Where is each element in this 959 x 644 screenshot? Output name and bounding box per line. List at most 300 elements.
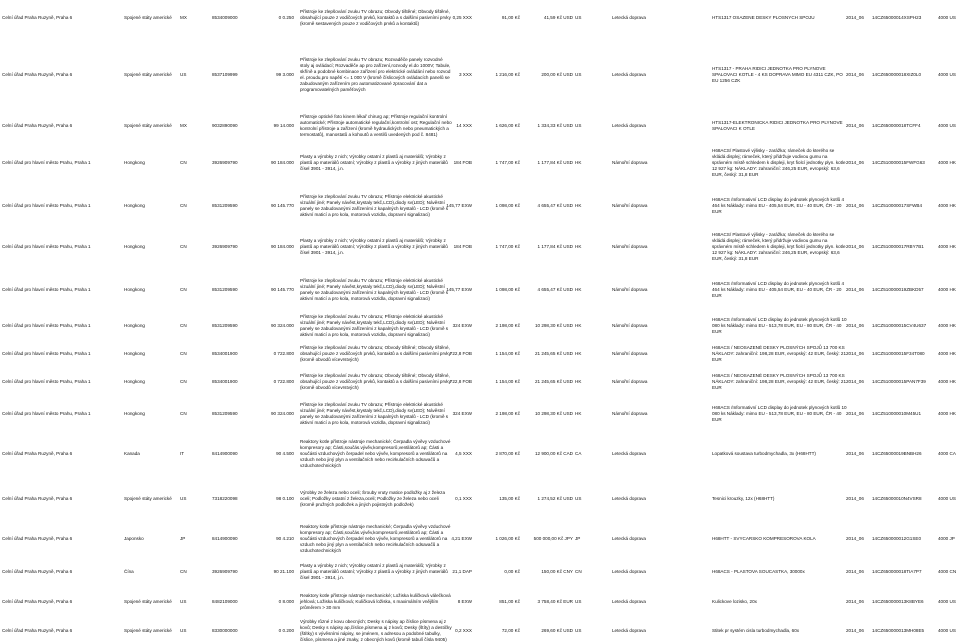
commodity-code-cell [212, 226, 256, 268]
origin-country-text: Spojené státy americké [124, 599, 172, 604]
country-code-cell [180, 268, 200, 312]
table-row [0, 40, 959, 110]
commodity-code-cell [212, 186, 256, 226]
goods-description-cell [300, 478, 452, 520]
invoice-amount-cell [527, 520, 573, 558]
table-row [0, 226, 959, 268]
commodity-code-cell [212, 478, 256, 520]
goods-description-cell [300, 111, 452, 141]
invoice-amount-text: 1 177,84 Kč USD [537, 244, 573, 249]
procedure-code-cell [938, 340, 959, 368]
period-text: 2014_06 [846, 15, 864, 20]
invoice-amount-cell [527, 478, 573, 520]
commodity-code-text: 8534001900 [212, 379, 238, 384]
commodity-code-cell [212, 558, 256, 586]
procedure-code-cell [938, 312, 959, 340]
transport-mode-cell [612, 0, 678, 36]
commodity-code-cell [212, 40, 256, 110]
table-row [0, 618, 959, 644]
country-code-cell [180, 142, 200, 184]
goods-note-text: H68ACS / NEOSAZENÉ DESKY PLOSNÝCH SPOJŮ 13 700 KS NÁKLADY: zahraniční: 198,28 EUR, evropský: 42 EUR, český: 21 EUR [712, 345, 847, 362]
origin-country-text: Hongkong [124, 411, 145, 416]
goods-description-cell [300, 432, 452, 476]
period-text: 2014_06 [846, 244, 864, 249]
declaration-ref-text: 14CZ510000015FWFG63 [872, 160, 925, 165]
country-code-text: CN [180, 351, 187, 356]
invoice-amount-cell [527, 111, 573, 141]
commodity-code-text: 8414900090 [212, 451, 238, 456]
goods-note-text: H68ACS /Informativní LCD display do jednotek plynových kotlů 10 080 ks Náklady: mimo EU - 513,78 EUR, EU - 80 EUR, ČR - 40 EUR [712, 317, 847, 334]
country-code-text: CN [180, 379, 187, 384]
goods-note-cell [712, 368, 848, 396]
statistical-value-text: 1 098,00 Kč [495, 203, 520, 208]
goods-description-text: Přístroje ke zlepšování zvuku TV obrazu; Přístroje elektrické akustické vizuální jiné; Panely návěst,krystaly tekč,LCD),diody sv(LED); Návěstní panely se zabudovanými zařízeními z kapalných krystalů - LCD (kromě s aktivní maticí a pro kola, motorová vozidla, dopravní signalizaci) [300, 194, 449, 217]
statistical-value-cell [478, 586, 520, 618]
customs-office-cell [2, 618, 120, 644]
invoice-amount-text: 41,59 Kč USD [543, 15, 573, 20]
customs-office-cell [2, 142, 120, 184]
country-code-cell [180, 226, 200, 268]
statistical-value-cell [478, 186, 520, 226]
currency-country-text: HK [575, 244, 582, 249]
country-code-cell [180, 0, 200, 36]
transport-mode-cell [612, 520, 678, 558]
table-row [0, 312, 959, 340]
period-text: 2014_06 [846, 628, 864, 633]
period-text: 2014_06 [846, 123, 864, 128]
currency-country-cell [575, 312, 595, 340]
customs-office-text: Celní úřad Praha Ruzyně, Praha 6 [2, 628, 73, 633]
quantity-cell [447, 340, 472, 368]
period-cell [846, 111, 871, 141]
period-text: 2014_06 [846, 203, 864, 208]
net-mass-cell [255, 40, 294, 110]
customs-office-cell [2, 586, 120, 618]
period-text: 2014_06 [846, 451, 864, 456]
period-cell [846, 186, 871, 226]
customs-office-text: Celní úřad pro hlavní město Prahu, Praha 1 [2, 244, 91, 249]
goods-note-text: Stitek pr systém cisla turbodmychadla, 60x [712, 628, 800, 633]
origin-country-text: Spojené státy americké [124, 15, 172, 20]
invoice-amount-cell [527, 432, 573, 476]
commodity-code-cell [212, 432, 256, 476]
customs-office-cell [2, 268, 120, 312]
net-mass-text: 90 4.210 [276, 536, 294, 541]
invoice-amount-cell [527, 186, 573, 226]
transport-mode-text: Letecká doprava [612, 123, 646, 128]
transport-mode-cell [612, 618, 678, 644]
transport-mode-cell [612, 396, 678, 432]
declaration-ref-cell [872, 520, 938, 558]
declaration-ref-cell [872, 432, 938, 476]
declaration-ref-cell [872, 0, 938, 36]
declaration-ref-text: 14CZ650000013MH08E5 [872, 628, 925, 633]
currency-country-text: JP [575, 536, 581, 541]
invoice-amount-text: 4 655,47 Kč USD [537, 287, 573, 292]
procedure-code-text: 4000 US [938, 123, 956, 128]
transport-mode-cell [612, 368, 678, 396]
statistical-value-text: 851,00 Kč [499, 599, 520, 604]
statistical-value-cell [478, 396, 520, 432]
transport-mode-text: Námořní doprava [612, 244, 648, 249]
invoice-amount-cell [527, 226, 573, 268]
goods-description-text: Přístroje optické foto kinem lékař chirurg ap; Přístroje regulační kontrolní automatické; Přístroje automatické regulační,kontrolní ost; Regulační nebo kontrolní přístroje a zařízení (kromě hydraulických nebo pneumatických a termostatů), manostatů a kohoutů a ventilů uvedených pod č. 8481) [300, 114, 452, 137]
origin-country-text: Kanada [124, 451, 140, 456]
currency-country-cell [575, 186, 595, 226]
net-mass-cell [255, 368, 294, 396]
commodity-code-text: 8531209590 [212, 287, 238, 292]
invoice-amount-text: 1 177,84 Kč USD [537, 160, 573, 165]
quantity-text: 722,8 FOB [449, 379, 472, 384]
statistical-value-text: 1 747,00 Kč [495, 160, 520, 165]
goods-description-cell [300, 268, 452, 312]
commodity-code-cell [212, 586, 256, 618]
customs-office-cell [2, 558, 120, 586]
procedure-code-text: 4000 HK [938, 160, 956, 165]
country-code-cell [180, 396, 200, 432]
declaration-ref-cell [872, 558, 938, 586]
goods-description-cell [300, 396, 452, 432]
currency-country-cell [575, 111, 595, 141]
procedure-code-cell [938, 432, 959, 476]
statistical-value-text: 1 026,00 Kč [495, 536, 520, 541]
goods-description-cell [300, 558, 452, 586]
statistical-value-text: 1 626,00 Kč [495, 123, 520, 128]
procedure-code-text: 4000 HK [938, 411, 956, 416]
currency-country-cell [575, 142, 595, 184]
quantity-text: 324 EXW [452, 411, 472, 416]
goods-note-text: H68ACS /Informativní LCD display do jednotek plynových kotlů 4 464 ks Náklady: mimo EU - 405,54 EUR, EU - 40 EUR, ČR - 20 EUR [712, 281, 845, 298]
procedure-code-text: 4000 US [938, 72, 956, 77]
commodity-code-text: 3926909790 [212, 569, 238, 574]
goods-description-cell [300, 0, 452, 36]
goods-note-cell [712, 586, 848, 618]
invoice-amount-cell [527, 558, 573, 586]
origin-country-text: Spojené státy americké [124, 628, 172, 633]
goods-note-text: H68ACS/ Plastové výlisky - zarážka; rámeček do kterého se vkládá displej; rámeček, který přidržuje vodivou gumu na správném místě schledem k displeji, kryt fiolcí jednotky plyn. kotle 12 927 kg: NÁKLADY: zahraniční: 246,25 EUR, evropský: 63,6 EUR, český: 31,8 EUR [712, 232, 846, 261]
currency-country-text: HK [575, 411, 582, 416]
procedure-code-text: 4000 HK [938, 351, 956, 356]
net-mass-text: 0 0.200 [278, 628, 294, 633]
goods-note-text: Lopatková soustava turbodmychadla, 3x (H68HTT) [712, 451, 816, 456]
declaration-ref-cell [872, 478, 938, 520]
transport-mode-cell [612, 586, 678, 618]
statistical-value-cell [478, 40, 520, 110]
statistical-value-text: 135,00 Kč [499, 496, 520, 501]
goods-description-text: Reaktory kotle přístroje nástroje mechanické; Čerpadla vývěvy vzduchové kompresory ap; Části,součás.vývěv,kompresorů,ventilátorů ap; Části a součásti vzduchových čerpadel nebo vývěv, kompresorů a ventilátorů na vzduch nebo jiný plyn a ventilačních nebo recirkulačních odsavačů a vzduchotechnických [300, 524, 451, 553]
goods-note-text: H68ACS /Informativní LCD display do jednotek plynových kotlů 10 080 ks Náklady: mimo EU - 513,78 EUR, EU - 80 EUR, ČR - 40 EUR [712, 405, 847, 422]
commodity-code-text: 9032890090 [212, 123, 238, 128]
currency-country-cell [575, 396, 595, 432]
quantity-text: 21,1 DAP [452, 569, 472, 574]
procedure-code-text: 4000 HK [938, 323, 956, 328]
customs-office-text: Celní úřad Praha Ruzyně, Praha 6 [2, 123, 73, 128]
table-row [0, 586, 959, 618]
declaration-ref-cell [872, 268, 938, 312]
statistical-value-cell [478, 432, 520, 476]
procedure-code-cell [938, 618, 959, 644]
transport-mode-cell [612, 226, 678, 268]
commodity-code-cell [212, 312, 256, 340]
transport-mode-text: Letecká doprava [612, 599, 646, 604]
customs-office-cell [2, 0, 120, 36]
statistical-value-cell [478, 520, 520, 558]
invoice-amount-text: 4 655,47 Kč USD [537, 203, 573, 208]
currency-country-text: HK [575, 379, 582, 384]
customs-office-text: Celní úřad pro hlavní město Prahu, Praha 1 [2, 379, 91, 384]
goods-note-cell [712, 618, 848, 644]
currency-country-text: CN [575, 569, 582, 574]
currency-country-cell [575, 520, 595, 558]
commodity-code-cell [212, 111, 256, 141]
goods-description-text: Přístroje ke zlepšování zvuku TV obrazu; Přístroje elektrické akustické vizuální jiné; Panely návěst,krystaly tekč,LCD),diody sv(LED); Návěstní panely se zabudovanými zařízeními z kapalných krystalů - LCD (kromě s aktivní maticí a pro kola, motorová vozidla, dopravní signalizaci) [300, 278, 449, 301]
net-mass-text: 90 184.000 [271, 244, 294, 249]
country-code-text: CN [180, 569, 187, 574]
quantity-text: 8 EXW [457, 599, 472, 604]
goods-description-text: Výrobky různé z kovu obecných; Desky s nápisy ap číslice písmena aj z kovů; Desky s nápisy ap,číslice,písmena aj z kovů; Desky (štíty) a destičky (štítky) s vývěsními nápisy, se jménem, s adresou a podobné tabulky, číslice, písmena a jiné znaky, z obecných kovů (kromě tabulí čísla 9405) [300, 619, 452, 642]
goods-note-cell [712, 432, 848, 476]
commodity-code-cell [212, 618, 256, 644]
goods-note-cell [712, 340, 848, 368]
period-text: 2014_06 [846, 351, 864, 356]
transport-mode-cell [612, 142, 678, 184]
invoice-amount-cell [527, 142, 573, 184]
period-text: 2014_06 [846, 72, 864, 77]
currency-country-cell [575, 586, 595, 618]
goods-note-cell [712, 558, 848, 586]
statistical-value-cell [478, 340, 520, 368]
declaration-ref-cell [872, 368, 938, 396]
invoice-amount-text: 150,00 Kč CNY [541, 569, 573, 574]
transport-mode-cell [612, 340, 678, 368]
period-cell [846, 586, 871, 618]
transport-mode-text: Námořní doprava [612, 379, 648, 384]
procedure-code-cell [938, 396, 959, 432]
net-mass-cell [255, 396, 294, 432]
goods-note-text: HTS1317 - PRAHA RIDICI JEDNOTKA PRO PLYNOVE SPALOVACI KOTLE - 4 KS DOPRAVA MIMO EU 4311 CZK, PO EU 1256 CZK [712, 66, 843, 83]
currency-country-text: US [575, 72, 582, 77]
customs-office-text: Celní úřad Praha Ruzyně, Praha 6 [2, 569, 73, 574]
table-row [0, 186, 959, 226]
declaration-ref-cell [872, 618, 938, 644]
net-mass-text: 90 145.770 [271, 287, 294, 292]
country-code-text: JP [180, 536, 186, 541]
period-cell [846, 268, 871, 312]
table-row [0, 432, 959, 476]
quantity-text: 0,2 XXX [455, 628, 472, 633]
goods-note-text: HTS1317 OSAZENE DESKY PLOSNYCH SPOJU [712, 15, 815, 20]
procedure-code-cell [938, 586, 959, 618]
goods-description-text: Přístroje ke zlepšování zvuku TV obrazu; Obvody tištěné; Obvody tištěné, obsahující pouze z vodičových prvků, kontaktů a s dalšími pasivními prvky (kromě sestavených pouze z vodičových prvků a kontaktů) [300, 9, 451, 26]
currency-country-text: HK [575, 203, 582, 208]
procedure-code-cell [938, 0, 959, 36]
currency-country-cell [575, 618, 595, 644]
net-mass-text: 99 14.000 [273, 123, 294, 128]
goods-description-text: Plasty a výrobky z nich; Výrobky ostatní z plastů aj materiálů; Výrobky z plastů ap materiálů ostatní; Výrobky z plastů a výrobky z jiných materiálů čísel 3901 - 3914, j.n. [300, 563, 448, 580]
declaration-ref-cell [872, 111, 938, 141]
statistical-value-cell [478, 478, 520, 520]
quantity-cell [447, 478, 472, 520]
quantity-text: 184 FOB [453, 160, 472, 165]
transport-mode-cell [612, 111, 678, 141]
commodity-code-text: 8537109999 [212, 72, 238, 77]
origin-country-text: Spojené státy americké [124, 496, 172, 501]
procedure-code-cell [938, 558, 959, 586]
country-code-cell [180, 340, 200, 368]
quantity-text: 3 XXX [458, 72, 472, 77]
period-cell [846, 340, 871, 368]
currency-country-text: HK [575, 323, 582, 328]
procedure-code-text: 4000 CA [938, 451, 956, 456]
declaration-ref-text: 14CZ650000018TCFF4 [872, 123, 921, 128]
procedure-code-cell [938, 268, 959, 312]
goods-note-cell [712, 268, 848, 312]
transport-mode-text: Námořní doprava [612, 323, 648, 328]
transport-mode-cell [612, 268, 678, 312]
currency-country-text: HK [575, 287, 582, 292]
procedure-code-cell [938, 520, 959, 558]
currency-country-text: US [575, 496, 582, 501]
invoice-amount-text: 10 298,30 Kč USD [534, 411, 573, 416]
invoice-amount-text: 200,00 Kč USD [541, 72, 573, 77]
quantity-cell [447, 186, 472, 226]
country-code-cell [180, 432, 200, 476]
country-code-text: MX [180, 123, 187, 128]
goods-description-text: Přístroje ke zlepšování zvuku TV obrazu; Obvody tištěné; Obvody tištěné, obsahující pouze z vodičových prvků, kontaktů a s dalšími pasivními prvky (kromě obvodů vícevrstvých) [300, 345, 451, 362]
goods-note-text: Kulickove lozisko, 20x [712, 599, 757, 604]
customs-office-text: Celní úřad pro hlavní město Prahu, Praha 1 [2, 287, 91, 292]
transport-mode-text: Letecká doprava [612, 536, 646, 541]
net-mass-text: 98 0.100 [276, 496, 294, 501]
country-code-text: CN [180, 323, 187, 328]
statistical-value-cell [478, 268, 520, 312]
goods-note-cell [712, 142, 848, 184]
goods-description-text: Výrobky ze železa nebo oceli; Šrouby vruty matice podložky aj z železa oceli; Podložky ostatní z železa,oceli; Podložky ze železa nebo oceli (kromě pružných podložek a jiných pojistných podložek) [300, 490, 446, 507]
net-mass-text: 99 3.000 [276, 72, 294, 77]
declaration-ref-cell [872, 186, 938, 226]
table-row [0, 368, 959, 396]
goods-description-cell [300, 226, 452, 268]
transport-mode-cell [612, 40, 678, 110]
statistical-value-cell [478, 142, 520, 184]
invoice-amount-cell [527, 396, 573, 432]
goods-description-cell [300, 586, 452, 618]
country-code-text: CN [180, 160, 187, 165]
quantity-cell [447, 586, 472, 618]
net-mass-cell [255, 111, 294, 141]
currency-country-cell [575, 0, 595, 36]
declaration-ref-text: 14CZ510000015PAN7F39 [872, 379, 926, 384]
period-cell [846, 142, 871, 184]
procedure-code-text: 4000 US [938, 496, 956, 501]
transport-mode-cell [612, 312, 678, 340]
invoice-amount-text: 3 758,40 Kč EUR [537, 599, 573, 604]
commodity-code-text: 8531209590 [212, 203, 238, 208]
country-code-cell [180, 312, 200, 340]
period-text: 2014_06 [846, 160, 864, 165]
currency-country-cell [575, 226, 595, 268]
customs-office-text: Celní úřad Praha Ruzyně, Praha 6 [2, 15, 73, 20]
quantity-text: 722,8 FOB [449, 351, 472, 356]
period-cell [846, 432, 871, 476]
declaration-ref-cell [872, 312, 938, 340]
origin-country-text: Spojené státy americké [124, 123, 172, 128]
period-cell [846, 396, 871, 432]
origin-country-text: Hongkong [124, 287, 145, 292]
period-text: 2014_06 [846, 496, 864, 501]
net-mass-cell [255, 520, 294, 558]
invoice-amount-cell [527, 40, 573, 110]
country-code-text: US [180, 599, 187, 604]
commodity-code-text: 8534009000 [212, 15, 238, 20]
goods-description-cell [300, 186, 452, 226]
quantity-text: 4,5 XXX [455, 451, 472, 456]
statistical-value-cell [478, 312, 520, 340]
declaration-ref-text: 14CZ510000015F34T080 [872, 351, 925, 356]
procedure-code-text: 4000 CN [938, 569, 957, 574]
invoice-amount-text: 21 245,65 Kč USD [534, 379, 573, 384]
goods-note-text: H68HTT - SVYCARSKO KOMPRESOROVA KOLA [712, 536, 816, 541]
customs-office-cell [2, 368, 120, 396]
transport-mode-text: Námořní doprava [612, 160, 648, 165]
goods-note-cell [712, 111, 848, 141]
goods-note-cell [712, 186, 848, 226]
net-mass-cell [255, 268, 294, 312]
goods-description-cell [300, 312, 452, 340]
procedure-code-cell [938, 142, 959, 184]
net-mass-text: 90 21.100 [273, 569, 294, 574]
quantity-text: 324 EXW [452, 323, 472, 328]
net-mass-cell [255, 142, 294, 184]
period-cell [846, 368, 871, 396]
currency-country-cell [575, 558, 595, 586]
goods-description-text: Reaktory kotle přístroje nástroje mechanické; Čerpadla vývěvy vzduchové kompresory ap; Části,součás.vývěv,kompresorů,ventilátorů ap; Části a součásti vzduchových čerpadel nebo vývěv, kompresorů a ventilátorů na vzduch nebo jiný plyn a ventilačních nebo recirkulačních odsavačů a vzduchotechnických [300, 439, 451, 468]
country-code-cell [180, 586, 200, 618]
customs-office-cell [2, 40, 120, 110]
goods-note-text: H68ACS/ Plastové výlisky - zarážka; rámeček do kterého se vkládá displej; rámeček, který přidržuje vodivou gumu na správném místě schledem k displeji, kryt fiolcí jednotky plyn. kotle 12 927 kg: NÁKLADY: zahraniční: 246,25 EUR, evropský: 63,6 EUR, český: 31,8 EUR [712, 148, 846, 177]
declaration-ref-text: 14CZ65000010N4VSR8 [872, 496, 922, 501]
goods-note-cell [712, 478, 848, 520]
quantity-cell [447, 368, 472, 396]
customs-office-text: Celní úřad Praha Ruzyně, Praha 6 [2, 72, 73, 77]
declaration-ref-text: 14CZ650000012G1SE0 [872, 536, 922, 541]
commodity-code-text: 8330000000 [212, 628, 238, 633]
net-mass-cell [255, 432, 294, 476]
statistical-value-text: 1 098,00 Kč [495, 287, 520, 292]
invoice-amount-cell [527, 340, 573, 368]
customs-office-text: Celní úřad Praha Ruzyně, Praha 6 [2, 496, 73, 501]
goods-description-cell [300, 520, 452, 558]
invoice-amount-text: 269,60 Kč USD [541, 628, 573, 633]
origin-country-text: Hongkong [124, 379, 145, 384]
declaration-ref-text: 14CZ510000017SFWB4 [872, 203, 923, 208]
net-mass-text: 0 0.250 [278, 15, 294, 20]
currency-country-cell [575, 340, 595, 368]
table-row [0, 0, 959, 36]
commodity-code-cell [212, 396, 256, 432]
statistical-value-text: 1 216,00 Kč [495, 72, 520, 77]
declaration-ref-cell [872, 142, 938, 184]
goods-description-cell [300, 368, 452, 396]
origin-country-text: Hongkong [124, 323, 145, 328]
commodity-code-text: 3926909790 [212, 160, 238, 165]
commodity-code-text: 8482109000 [212, 599, 238, 604]
procedure-code-cell [938, 368, 959, 396]
statistical-value-text: 0,00 Kč [504, 569, 520, 574]
net-mass-cell [255, 478, 294, 520]
declaration-ref-text: 14CZ510000017RBY7B1 [872, 244, 924, 249]
goods-description-text: Přístroje ke zlepšování zvuku TV obrazu; Přístroje elektrické akustické vizuální jiné; Panely návěst,krystaly tekč,LCD),diody sv(LED); Návěstní panely se zabudovanými zařízeními z kapalných krystalů - LCD (kromě s aktivní maticí a pro kola, motorová vozidla, dopravní signalizaci) [300, 402, 449, 425]
